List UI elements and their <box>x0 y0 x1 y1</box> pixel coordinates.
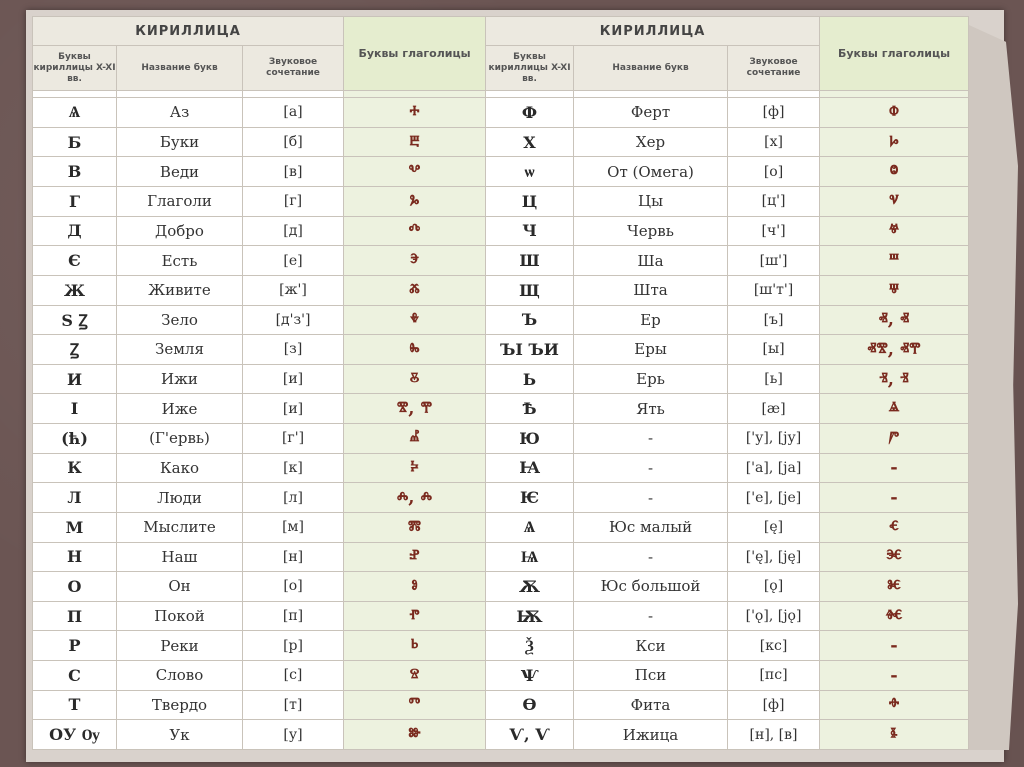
letter-name: Ижица <box>574 720 728 750</box>
glagolitic-letter: - <box>820 631 969 661</box>
cyrillic-letter: Ѯ <box>486 631 574 661</box>
cyrillic-letter: Ъ <box>486 305 574 335</box>
sound-value: [æ] <box>728 394 820 424</box>
glagolitic-letter: ⰶ <box>344 275 486 305</box>
cyrillic-letter: ОУ Ѹ <box>33 720 117 750</box>
sound-value: [н] <box>243 542 344 572</box>
glagolitic-letter: ⰴ <box>344 216 486 246</box>
table-row <box>33 453 969 483</box>
glagolitic-letter: ⰾ, ⰾ <box>344 483 486 513</box>
table-row <box>33 127 969 157</box>
sound-value: ['а], [jа] <box>728 453 820 483</box>
glagolitic-letter: ⱁ <box>344 572 486 602</box>
glagolitic-letter: ⱆ <box>344 720 486 750</box>
table-row <box>33 305 969 335</box>
sound-value: [ę] <box>728 512 820 542</box>
glagolitic-letter: ⱚ <box>820 690 969 720</box>
table-row <box>33 157 969 187</box>
name-header-left: Название букв <box>117 46 243 91</box>
letter-name: Земля <box>117 335 243 365</box>
letter-name: Слово <box>117 661 243 691</box>
letter-name: (Г'ервь) <box>117 424 243 454</box>
sound-value: [р] <box>243 631 344 661</box>
sound-value: [ф] <box>728 690 820 720</box>
cyrillic-letter: І <box>33 394 117 424</box>
cyrillic-letter: Л <box>33 483 117 513</box>
letter-name: Фита <box>574 690 728 720</box>
glagolitic-letter: ⰳ <box>344 187 486 217</box>
table-row <box>33 483 969 513</box>
sound-value: ['у], [jу] <box>728 424 820 454</box>
letter-name: Кси <box>574 631 728 661</box>
glagolitic-letter: ⰸ <box>344 335 486 365</box>
glagolitic-letter: ⰰ <box>344 98 486 128</box>
sound-value: [пс] <box>728 661 820 691</box>
sound-value: ['е], [jе] <box>728 483 820 513</box>
sound-value: ['ę], [ję] <box>728 542 820 572</box>
cyrillic-letter: П <box>33 601 117 631</box>
sound-value: [е] <box>243 246 344 276</box>
letter-name: Шта <box>574 275 728 305</box>
table-row <box>33 424 969 454</box>
table-row <box>33 187 969 217</box>
letter-name: Покой <box>117 601 243 631</box>
glagolitic-letter: ⱑ <box>820 394 969 424</box>
cyrillic-header-left: КИРИЛЛИЦА <box>33 17 344 46</box>
cyrillic-letter: Ѭ <box>486 601 574 631</box>
letter-name: Цы <box>574 187 728 217</box>
glagolitic-letter: ⱅ <box>344 690 486 720</box>
letter-name: Ша <box>574 246 728 276</box>
glagolitic-letter: - <box>820 453 969 483</box>
letter-name: Ерь <box>574 364 728 394</box>
sound-value: [х] <box>728 127 820 157</box>
cyrillic-letter: Ѳ <box>486 690 574 720</box>
cyrillic-letter: (ћ) <box>33 424 117 454</box>
cyrillic-letter: ѡ <box>486 157 574 187</box>
letter-name: Ферт <box>574 98 728 128</box>
sound-value: [г] <box>243 187 344 217</box>
cyrillic-letter: С <box>33 661 117 691</box>
cyrillic-letter: Ꙗ <box>486 453 574 483</box>
table-row <box>33 275 969 305</box>
alphabet-table <box>32 16 969 750</box>
sound-value: [о] <box>728 157 820 187</box>
letter-name: Ер <box>574 305 728 335</box>
letter-name: Веди <box>117 157 243 187</box>
glagolitic-letter: ⰻ <box>344 364 486 394</box>
sound-value: [д'з'] <box>243 305 344 335</box>
table-row <box>33 246 969 276</box>
alphabet-table-container <box>32 16 968 750</box>
letter-name: Наш <box>117 542 243 572</box>
cyrillic-letter: Ѧ <box>33 98 117 128</box>
sound-value: [л] <box>243 483 344 513</box>
sound-value: [ц'] <box>728 187 820 217</box>
sound-value: [ш'] <box>728 246 820 276</box>
sound-value: [ш'т'] <box>728 275 820 305</box>
sound-value: [с] <box>243 661 344 691</box>
cyrillic-letter: Д <box>33 216 117 246</box>
letter-name: Хер <box>574 127 728 157</box>
sound-value: [п] <box>243 601 344 631</box>
cyrillic-letter: Ѫ <box>486 572 574 602</box>
table-row <box>33 661 969 691</box>
letter-name: Люди <box>117 483 243 513</box>
glagolitic-letter: ⰲ <box>344 157 486 187</box>
letter-name: - <box>574 453 728 483</box>
letter-name: Буки <box>117 127 243 157</box>
letter-name: Червь <box>574 216 728 246</box>
letter-name: Добро <box>117 216 243 246</box>
cyrillic-letter: В <box>33 157 117 187</box>
sound-value: [ы] <box>728 335 820 365</box>
cyrillic-header-right: КИРИЛЛИЦА <box>486 17 820 46</box>
glagolitic-letter: ⱏ, ⱏ <box>820 305 969 335</box>
glagolitic-letter: ⱃ <box>344 631 486 661</box>
letter-name: - <box>574 424 728 454</box>
sound-value: ['ǫ], [jǫ] <box>728 601 820 631</box>
cyrillic-letter: К <box>33 453 117 483</box>
letter-name: - <box>574 542 728 572</box>
letters-header-right: Буквы кириллицы X-XI вв. <box>486 46 574 91</box>
letter-name: Ять <box>574 394 728 424</box>
letter-name: Иже <box>117 394 243 424</box>
cyrillic-letter: Г <box>33 187 117 217</box>
letters-header-left: Буквы кириллицы X-XI вв. <box>33 46 117 91</box>
sound-value: [в] <box>243 157 344 187</box>
letter-name: Ижи <box>117 364 243 394</box>
sound-value: [н], [в] <box>728 720 820 750</box>
sound-value: [кс] <box>728 631 820 661</box>
glagolitic-letter: ⰺ, ⰹ <box>344 394 486 424</box>
glagolitic-letter: ⱇ <box>820 98 969 128</box>
glagolitic-letter: ⰼ <box>344 424 486 454</box>
glagolitic-letter: ⱘ <box>820 572 969 602</box>
letter-name: - <box>574 483 728 513</box>
glagolitic-letter: ⰷ <box>344 305 486 335</box>
letter-name: Ук <box>117 720 243 750</box>
glagolitic-letter: - <box>820 483 969 513</box>
sound-value: [ж'] <box>243 275 344 305</box>
cyrillic-letter: ЪІ ЪИ <box>486 335 574 365</box>
cyrillic-letter: Ѩ <box>486 542 574 572</box>
cyrillic-letter: Ꙁ <box>33 335 117 365</box>
glagolitic-letter: ⰿ <box>344 512 486 542</box>
glagolitic-header-right: Буквы глаголицы <box>820 17 969 91</box>
cyrillic-letter: Б <box>33 127 117 157</box>
cyrillic-letter: М <box>33 512 117 542</box>
table-row <box>33 394 969 424</box>
glagolitic-letter: ⱗ <box>820 542 969 572</box>
cyrillic-letter: Ш <box>486 246 574 276</box>
glagolitic-letter: - <box>820 661 969 691</box>
glagolitic-letter: ⱂ <box>344 601 486 631</box>
letter-name: Глаголи <box>117 187 243 217</box>
cyrillic-letter: Щ <box>486 275 574 305</box>
cyrillic-letter: Т <box>33 690 117 720</box>
glagolitic-letter: ⱀ <box>344 542 486 572</box>
letter-name: Како <box>117 453 243 483</box>
cyrillic-letter: Р <box>33 631 117 661</box>
glagolitic-header-left: Буквы глаголицы <box>344 17 486 91</box>
sound-value: [у] <box>243 720 344 750</box>
table-row <box>33 601 969 631</box>
glagolitic-letter: ⱎ <box>820 246 969 276</box>
table-row <box>33 690 969 720</box>
glagolitic-letter: ⱛ <box>820 720 969 750</box>
glagolitic-letter: ⱍ <box>820 216 969 246</box>
cyrillic-letter: Ѥ <box>486 483 574 513</box>
cyrillic-letter: Ь <box>486 364 574 394</box>
cyrillic-letter: Н <box>33 542 117 572</box>
sound-value: [ǫ] <box>728 572 820 602</box>
sound-value: [т] <box>243 690 344 720</box>
table-row <box>33 542 969 572</box>
letter-name: Есть <box>117 246 243 276</box>
cyrillic-letter: Ѱ <box>486 661 574 691</box>
sound-value: [м] <box>243 512 344 542</box>
spacer-row <box>33 91 969 98</box>
glagolitic-letter: ⱐ, ⱐ <box>820 364 969 394</box>
cyrillic-letter: Ф <box>486 98 574 128</box>
glagolitic-letter: ⱉ <box>820 157 969 187</box>
letter-name: Зело <box>117 305 243 335</box>
sound-value: [г'] <box>243 424 344 454</box>
cyrillic-letter: Ч <box>486 216 574 246</box>
glagolitic-letter: ⱏⰺ, ⱏⰹ <box>820 335 969 365</box>
cyrillic-letter: Ж <box>33 275 117 305</box>
letter-name: От (Омега) <box>574 157 728 187</box>
glagolitic-letter: ⱓ <box>820 424 969 454</box>
sound-value: [и] <box>243 364 344 394</box>
letter-name: Юс малый <box>574 512 728 542</box>
sound-value: [а] <box>243 98 344 128</box>
name-header-right: Название букв <box>574 46 728 91</box>
letter-name: Мыслите <box>117 512 243 542</box>
sound-header-right: Звуковое сочетание <box>728 46 820 91</box>
sound-value: [о] <box>243 572 344 602</box>
letter-name: Живите <box>117 275 243 305</box>
glagolitic-letter: ⰽ <box>344 453 486 483</box>
table-row <box>33 98 969 128</box>
cyrillic-letter: Ѕ Ꙁ <box>33 305 117 335</box>
sound-value: [з] <box>243 335 344 365</box>
table-row <box>33 335 969 365</box>
sound-value: [ч'] <box>728 216 820 246</box>
cyrillic-letter: Ю <box>486 424 574 454</box>
glagolitic-letter: ⰵ <box>344 246 486 276</box>
glagolitic-letter: ⱙ <box>820 601 969 631</box>
table-row <box>33 572 969 602</box>
glagolitic-letter: ⱋ <box>820 275 969 305</box>
cyrillic-letter: Х <box>486 127 574 157</box>
letter-name: Юс большой <box>574 572 728 602</box>
sound-value: [д] <box>243 216 344 246</box>
cyrillic-letter: Є <box>33 246 117 276</box>
glagolitic-letter: ⱄ <box>344 661 486 691</box>
cyrillic-letter: Ц <box>486 187 574 217</box>
table-row <box>33 631 969 661</box>
letter-name: Пси <box>574 661 728 691</box>
sound-value: [к] <box>243 453 344 483</box>
letter-name: Он <box>117 572 243 602</box>
sound-value: [и] <box>243 394 344 424</box>
cyrillic-letter: Ѧ <box>486 512 574 542</box>
letter-name: Реки <box>117 631 243 661</box>
table-row <box>33 720 969 750</box>
sound-header-left: Звуковое сочетание <box>243 46 344 91</box>
sound-value: [ф] <box>728 98 820 128</box>
table-row <box>33 364 969 394</box>
sound-value: [ь] <box>728 364 820 394</box>
cyrillic-letter: Ѵ, Ѵ <box>486 720 574 750</box>
sound-value: [ъ] <box>728 305 820 335</box>
glagolitic-letter: ⱔ <box>820 512 969 542</box>
glagolitic-letter: ⱌ <box>820 187 969 217</box>
letter-name: Твердо <box>117 690 243 720</box>
letter-name: Аз <box>117 98 243 128</box>
glagolitic-letter: ⱈ <box>820 127 969 157</box>
alphabet-rows <box>33 91 969 750</box>
cyrillic-letter: О <box>33 572 117 602</box>
letter-name: Еры <box>574 335 728 365</box>
sound-value: [б] <box>243 127 344 157</box>
cyrillic-letter: И <box>33 364 117 394</box>
table-row <box>33 216 969 246</box>
cyrillic-letter: Ѣ <box>486 394 574 424</box>
glagolitic-letter: ⰱ <box>344 127 486 157</box>
letter-name: - <box>574 601 728 631</box>
table-row <box>33 512 969 542</box>
